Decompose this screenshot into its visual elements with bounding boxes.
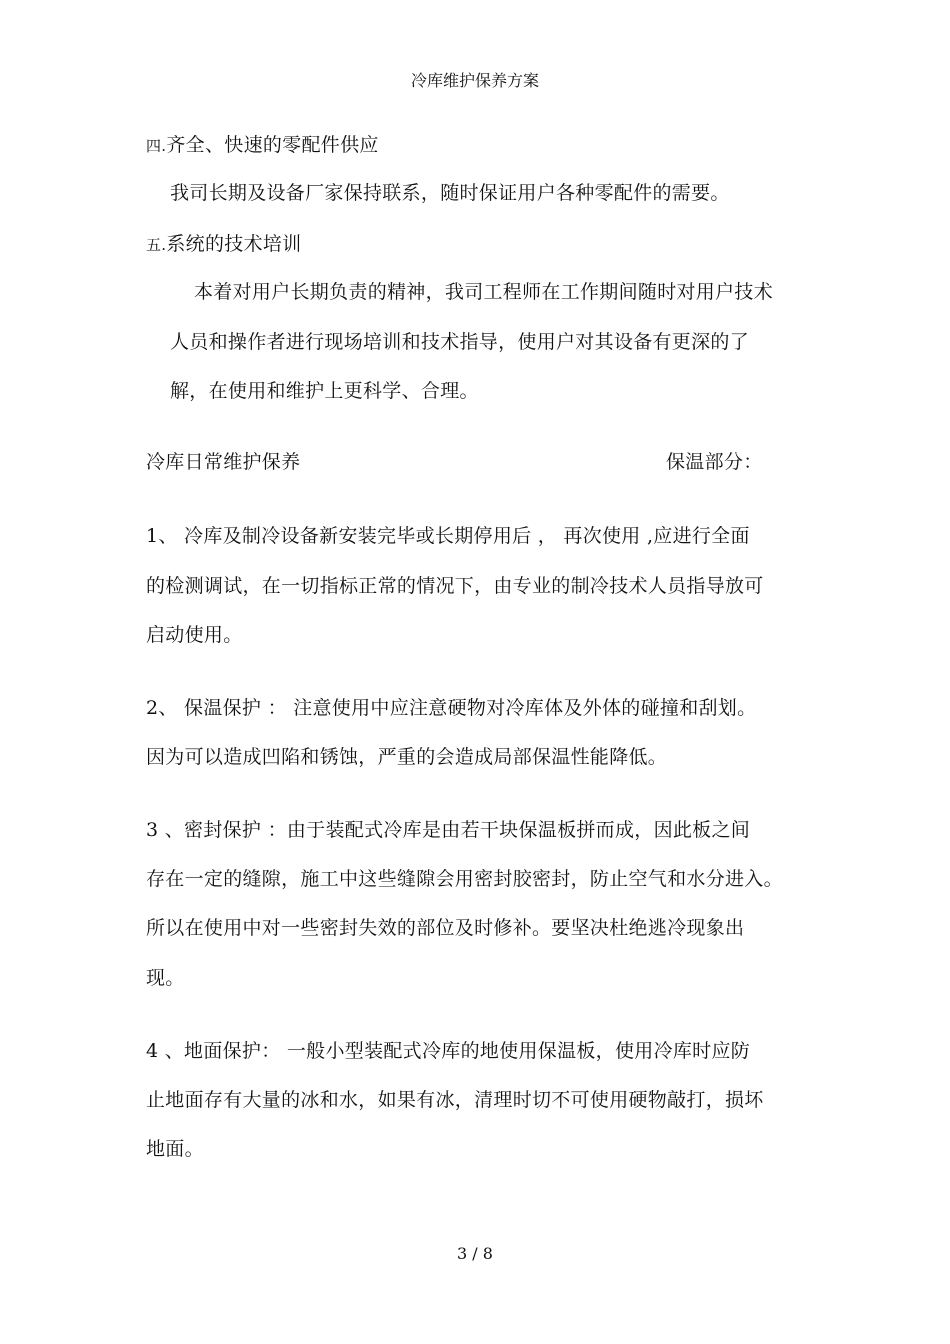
item-3-line: 所以在使用中对一些密封失效的部位及时修补。要坚决杜绝逃冷现象出: [146, 917, 745, 939]
maintenance-subtitle: 保温部分：: [666, 451, 763, 473]
item-1-line: 的检测调试，在一切指标正常的情况下，由专业的制冷技术人员指导放可: [146, 575, 764, 597]
item-4-line: 地面。: [146, 1138, 204, 1160]
item-3-line: 3 、密封保护 ：由于装配式冷库是由若干块保温板拼而成，因此板之间: [146, 819, 751, 841]
section-4-paragraph: 我司长期及设备厂家保持联系，随时保证用户各种零配件的需要。: [170, 182, 730, 204]
item-4-line: 止地面存有大量的冰和水，如果有冰，清理时切不可使用硬物敲打，损坏: [146, 1089, 764, 1111]
section-5-line: 本着对用户长期负责的精神，我司工程师在工作期间随时对用户技术: [194, 281, 774, 303]
item-4-line: 4 、地面保护： 一般小型装配式冷库的地使用保温板，使用冷库时应防: [146, 1040, 751, 1062]
section-5-heading: [146, 229, 301, 256]
item-3-line: 现。: [146, 967, 185, 989]
page-header: 冷库维护保养方案: [410, 71, 539, 90]
maintenance-title: 冷库日常维护保养: [146, 451, 301, 473]
section-4-heading: [146, 130, 379, 157]
section-4-number: 四.: [146, 137, 167, 155]
section-5-title: 系统的技术培训: [166, 233, 302, 255]
section-4-title: 齐全、快速的零配件供应: [166, 134, 379, 156]
item-1-line: 1、 冷库及制冷设备新安装完毕或长期停用后 ， 再次使用 ,应进行全面: [146, 525, 750, 547]
section-5-line: 人员和操作者进行现场培训和技术指导，使用户对其设备有更深的了: [170, 331, 750, 353]
section-5-line: 解，在使用和维护上更科学、合理。: [170, 380, 479, 402]
item-3-line: 存在一定的缝隙，施工中这些缝隙会用密封胶密封，防止空气和水分进入。: [146, 868, 783, 890]
item-2-line: 因为可以造成凹陷和锈蚀，严重的会造成局部保温性能降低。: [146, 746, 668, 768]
item-1-line: 启动使用。: [146, 624, 243, 646]
page-number: 3 / 8: [457, 1244, 493, 1263]
item-2-line: 2、 保温保护 ： 注意使用中应注意硬物对冷库体及外体的碰撞和刮划。: [146, 697, 757, 719]
section-5-number: 五.: [146, 236, 167, 254]
